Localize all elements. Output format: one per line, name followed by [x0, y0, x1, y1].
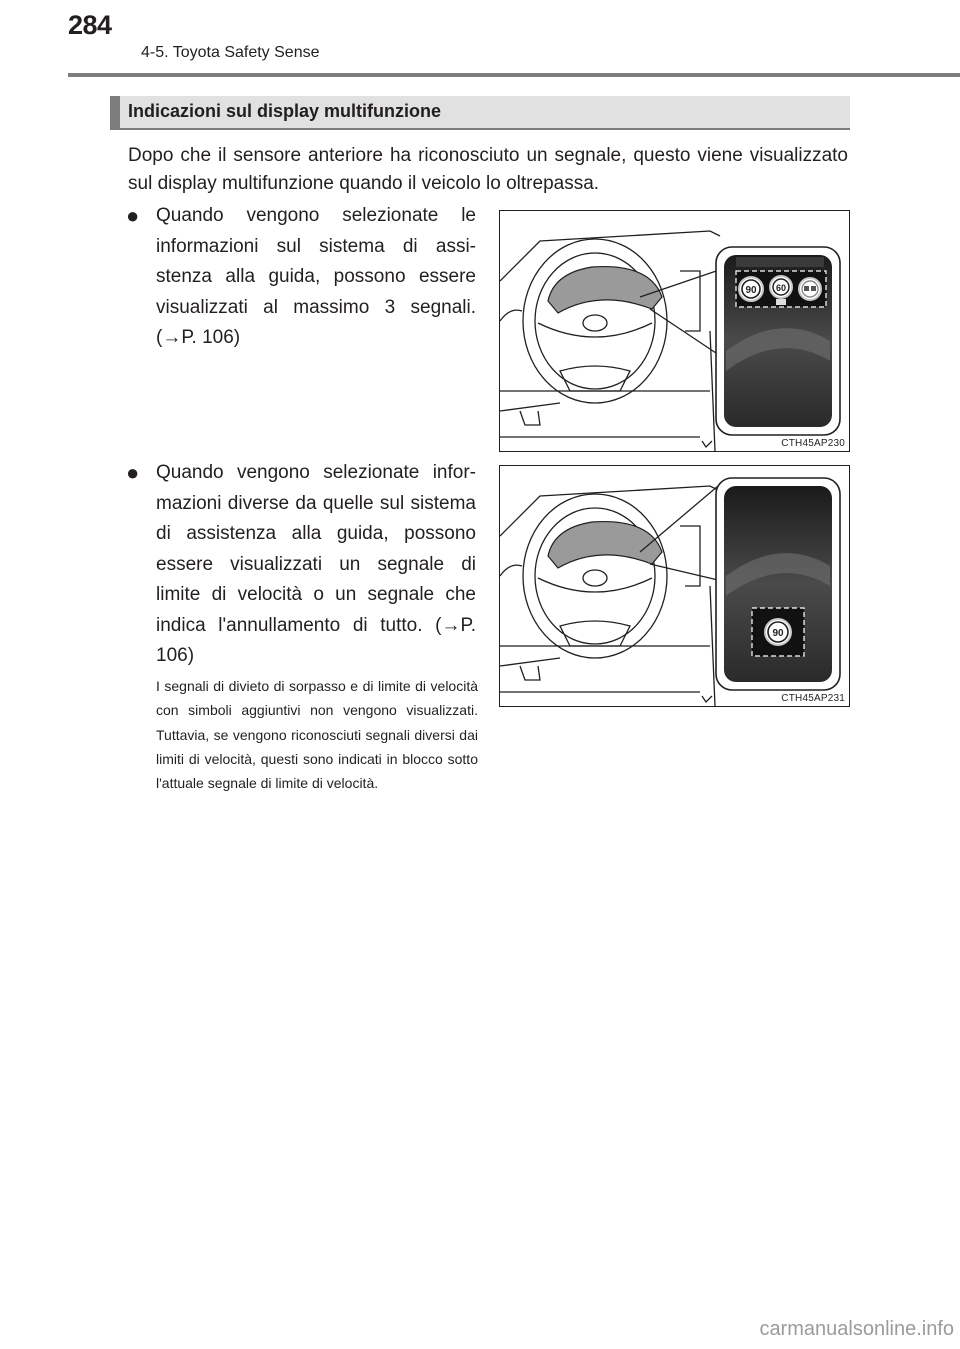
page-number: 284: [68, 10, 112, 40]
bullet-2-icon: ●: [126, 460, 140, 485]
speed-limit-90-icon: [765, 619, 791, 645]
watermark: carmanualsonline.info: [759, 1318, 954, 1340]
no-overtaking-icon: [799, 278, 821, 300]
running-head: 4-5. Toyota Safety Sense: [141, 44, 320, 61]
dashboard-illustration-1: [500, 211, 850, 452]
speed-limit-90-icon: [739, 277, 763, 301]
figure-code-2: CTH45AP231: [781, 693, 845, 704]
figure-dashboard-1: [499, 210, 850, 452]
figure-dashboard-2: [499, 465, 850, 707]
bullet-1-text: Quando vengono selezionate le informazioni sul sistema di assi-stenza alla guida, possono essere visualizzati al massimo 3 segnali. (→P. 106): [156, 205, 476, 348]
dashboard-illustration-2: [500, 466, 850, 707]
svg-text:60: 60: [775, 283, 787, 293]
header-rule: [68, 73, 960, 77]
svg-text:90: 90: [772, 628, 784, 639]
bullet-1-icon: ●: [126, 203, 140, 228]
section-title: Indicazioni sul display multifunzione: [128, 101, 442, 121]
bullet-2-text: Quando vengono selezionate infor-mazioni diverse da quelle sul sistema di assistenza alla guida, possono essere visualizzati un segnale di limite di velocità o un segnale che indica l'annullamento di tutto. (→P. 106): [156, 462, 476, 666]
intro-paragraph: Dopo che il sensore anteriore ha riconosciuto un segnale, questo viene visualizzato sul display multifunzione quando il veicolo lo oltrepassa.: [128, 145, 848, 194]
note-paragraph: I segnali di divieto di sorpasso e di limite di velocità con simboli aggiuntivi non vengono visualizzati. Tuttavia, se vengono riconosciuti segnali diversi dai limiti di velocità, questi sono indicati in blocco sotto l'attuale segnale di limite di velocità.: [156, 678, 478, 792]
figure-code-1: CTH45AP230: [781, 438, 845, 449]
svg-text:90: 90: [745, 285, 757, 296]
